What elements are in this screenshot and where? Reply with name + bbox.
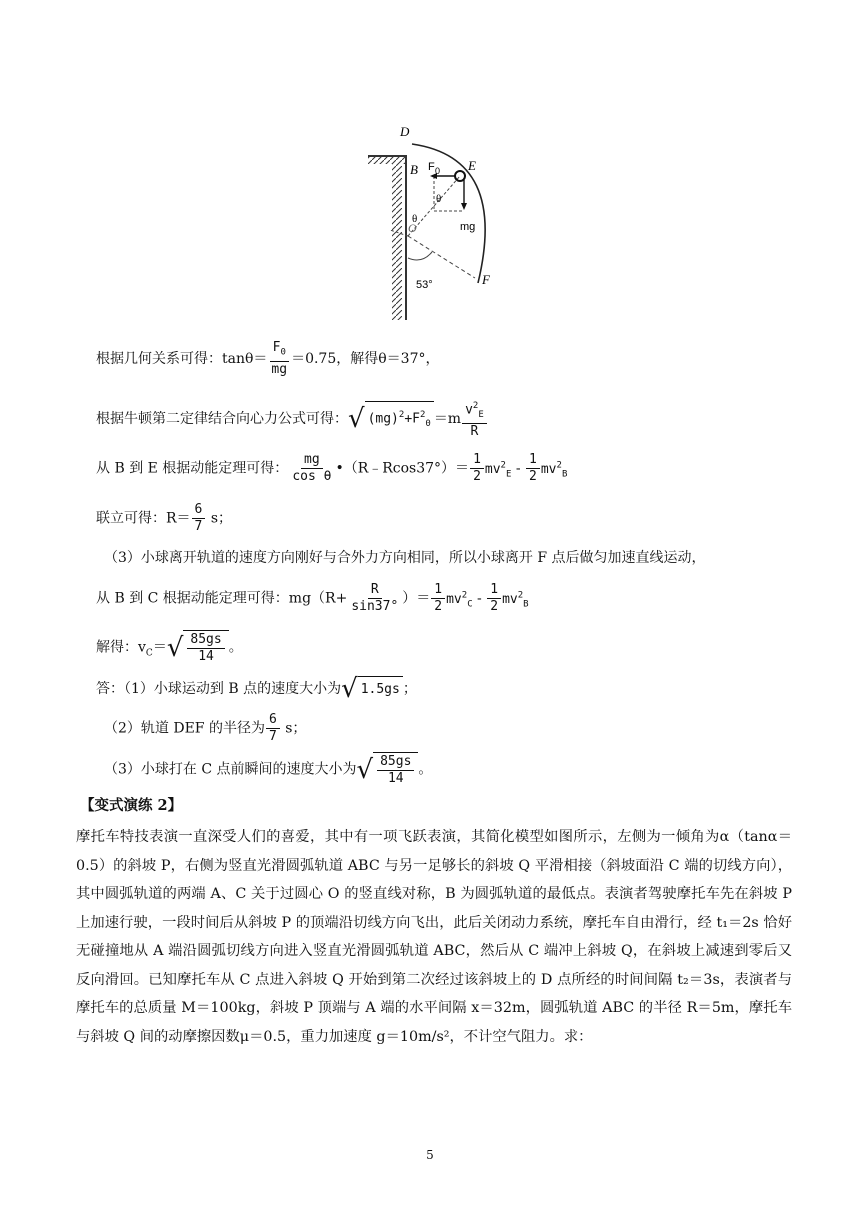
label-theta-2: θ: [412, 213, 418, 225]
answer-3: （3）小球打在 C 点前瞬间的速度大小为 √ $\frac{85gs}{14}$ 。: [104, 754, 433, 786]
equation-energy-BC: 从 B 到 C 根据动能定理可得：mg（R+ $\frac{R}{\sin 37^\circ}$ ）＝ $\frac{1}{2}$ $mv^2_C$ - $\frac{1}{2}$ $mv^2_B$: [96, 582, 529, 614]
text-part3: （3）小球离开轨道的速度方向刚好与合外力方向相同，所以小球离开 F 点后做匀加速直线运动，: [104, 550, 706, 566]
equation-tan-theta: 根据几何关系可得：tanθ＝ $\frac{F_0}{mg}$ ＝0.75，解得θ＝37°，: [96, 340, 440, 377]
label-D: D: [400, 124, 410, 139]
wall-hatch-top: [368, 156, 406, 164]
equation-vc: 解得：$v_C=$ √ $\frac{85gs}{14}$ 。: [96, 632, 243, 664]
wall-hatch-side: [392, 164, 402, 320]
page-number: 5: [426, 1148, 434, 1162]
label-O: O: [408, 221, 417, 235]
label-F0-sub: 0: [435, 166, 441, 176]
problem-text: 摩托车特技表演一直深受人们的喜爱，其中有一项飞跃表演，其简化模型如图所示，左侧为一倾角为α（tanα＝0.5）的斜坡 P，右侧为竖直光滑圆弧轨道 ABC 与另一足够长的斜坡 Q 平滑相接（斜坡面沿 C 端的切线方向），其中圆弧轨道的两端 A、C 关于过圆心 O 的竖直线对称，B 为圆弧轨道的最低点。表演者驾驶摩托车先在斜坡 P 上加速行驶，一段时间后从斜坡 P 的顶端沿切线方向飞出，此后关闭动力系统，摩托车自由滑行，经 t₁＝2s 恰好无碰撞地从 A 端沿圆弧切线方向进入竖直光滑圆弧轨道 ABC，然后从 C 端冲上斜坡 Q，在斜坡上减速到零后又反向滑回。已知摩托车从 C 点进入斜坡 Q 开始到第二次经过该斜坡上的 D 点所经的时间间隔 t₂＝3s，表演者与摩托车的总质量 M＝100kg，斜坡 P 顶端与 A 端的水平间隔 x＝32m，圆弧轨道 ABC 的半径 R＝5m，摩托车与斜坡 Q 间的动摩擦因数μ＝0.5，重力加速度 g＝10m/s²，不计空气阻力。求：: [76, 829, 792, 1045]
label-B: B: [410, 162, 418, 177]
answer-2: （2）轨道 DEF 的半径为 $\frac{6}{7}$ s；: [104, 712, 307, 744]
label-theta-1: θ: [436, 193, 442, 205]
label-mg: mg: [460, 221, 476, 233]
answer-1: 答：（1）小球运动到 B 点的速度大小为 √ 1.5gs ；: [96, 674, 417, 704]
physics-figure: [360, 118, 510, 323]
equation-energy-BE: 从 B 到 E 根据动能定理可得： $\frac{mg}{\text{cos θ}}$ •（R﹣Rcos37°）＝ $\frac{1}{2}$ $mv^2_E$ - $\frac{1}{2}$ $mv^2_B$: [96, 452, 568, 484]
label-F0: F: [428, 161, 435, 173]
radius-OF: [408, 236, 475, 278]
label-F: F: [482, 272, 490, 287]
label-E: E: [468, 158, 476, 173]
equation-radius: 联立可得：R＝ $\frac{6}{7}$ s；: [96, 502, 233, 534]
label-angle: 53°: [416, 279, 433, 291]
equation-newton: 根据牛顿第二定律结合向心力公式可得： √ $(mg)^2+F^2_0$ ＝m $\frac{v^2_E}{R}$: [96, 398, 488, 440]
section-heading: 【变式演练 2】: [80, 797, 183, 814]
